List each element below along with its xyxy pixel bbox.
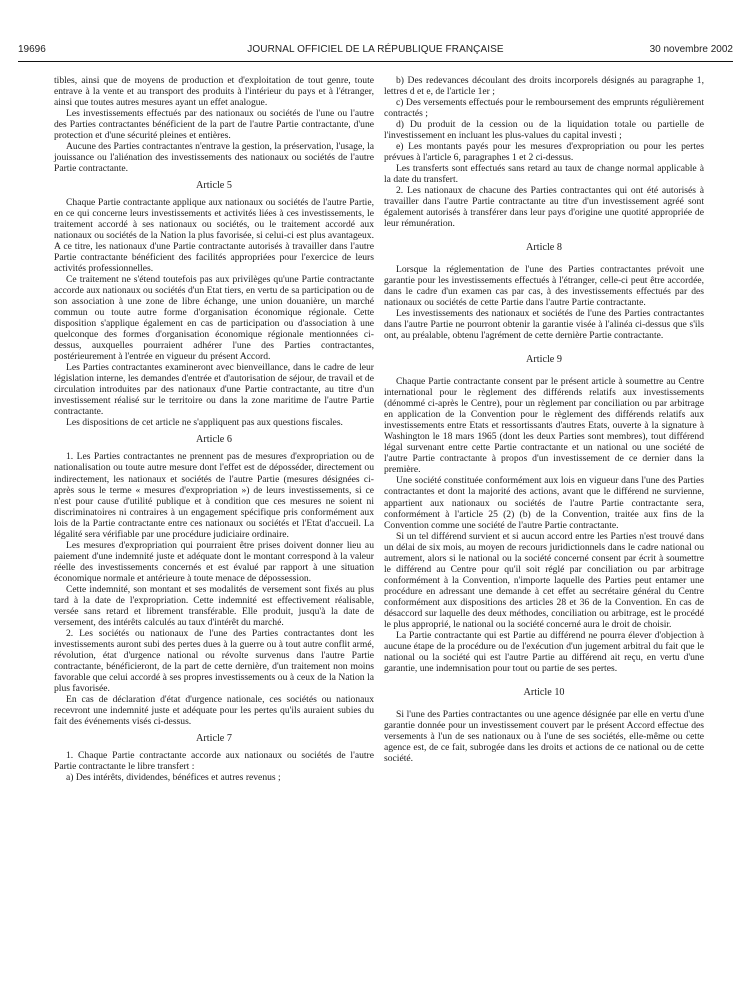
page-number: 19696: [18, 44, 46, 55]
paragraph: Chaque Partie contractante consent par le présent article à soumettre au Centre international pour le règlement des différends relatifs aux investissements (dénommé ci-après le Centre), pour un règlement par conciliation ou par arbitrage en application de la Convention pour le règlement des différends relatifs aux investissements entre Etats et ressortissants d'autres Etats, ouverte à la signature à Washington le 18 mars 1965 (dont les deux Parties sont membres), tout différend légal survenant entre cette Partie contractante et un national ou une société de l'autre Partie contractante à propos d'un investissement de ce dernier dans la première.: [384, 376, 704, 476]
paragraph: a) Des intérêts, dividendes, bénéfices et autres revenus ;: [66, 771, 281, 783]
paragraph: Lorsque la réglementation de l'une des Parties contractantes prévoit une garantie pour les investissements effectués à l'étranger, celle-ci peut être accordée, dans le cadre d'un examen cas par cas, à des investissements effectués par des nationaux ou sociétés de cette Partie dans l'autre Partie contractante.: [384, 264, 704, 309]
paragraph: Les dispositions de cet article ne s'appliquent pas aux questions fiscales.: [66, 417, 343, 429]
article-heading: Article 7: [196, 732, 232, 744]
paragraph: Les mesures d'expropriation qui pourraient être prises doivent donner lieu au paiement d'une indemnité juste et adéquate dont le montant correspond à la valeur réelle des investissements concernés et est évalué par rapport à une situation économique normale et antérieure à toute menace de dépossession.: [54, 539, 374, 584]
paragraph: b) Des redevances découlant des droits incorporels désignés au paragraphe 1, lettres d et e, de l'article 1er ;: [384, 75, 704, 98]
paragraph: En cas de déclaration d'état d'urgence nationale, ces sociétés ou nationaux recevront une indemnité juste et adéquate pour les pertes qu'ils auraient subies du fait des événements visés ci-dessus.: [54, 693, 374, 727]
paragraph: Les investissements des nationaux et sociétés de l'une des Parties contractantes dans l'autre Partie ne pourront obtenir la garantie visée à l'alinéa ci-dessus que s'ils ont, au préalable, obtenu l'agrément de cette dernière Partie contractante.: [384, 308, 704, 342]
paragraph: Ce traitement ne s'étend toutefois pas aux privilèges qu'une Partie contractante accorde aux nationaux ou sociétés d'un Etat tiers, en vertu de sa participation ou de son association à une zone de libre échange, une union douanière, un marché commun ou toute autre forme d'organisation économique régionale. Cette disposition s'applique également en cas de participation ou d'association à une quelconque des formes d'organisation économique régionale mentionnées ci-dessus, auxquelles pourraient adhérer l'une des Parties contractantes, postérieurement à l'entrée en vigueur du présent Accord.: [54, 274, 374, 363]
paragraph: 2. Les nationaux de chacune des Parties contractantes qui ont été autorisés à travailler dans l'autre Partie contractante au titre d'un investissement agréé sont également autorisés à transférer dans leur pays d'origine une quotité appropriée de leur rémunération.: [384, 185, 704, 230]
paragraph: tibles, ainsi que de moyens de production et d'exploitation de tout genre, toute entrave à la vente et au transport des produits à l'intérieur du pays et à l'étranger, ainsi que toutes autres mesures ayant un effet analogue.: [54, 75, 374, 109]
issue-date: 30 novembre 2002: [649, 44, 733, 55]
article-heading: Article 10: [523, 686, 565, 698]
article-heading: Article 9: [526, 354, 562, 366]
left-column: [54, 75, 374, 783]
paragraph: 1. Les Parties contractantes ne prennent pas de mesures d'expropriation ou de nationalisation ou toute autre mesure dont l'effet est de déposséder, directement ou indirectement, les nationaux et sociétés de l'autre Partie (mesures désignées ci-après sous le terme « mesures d'expropriation ») de leurs investissements, si ce n'est pour cause d'utilité publique et à condition que ces mesures ne soient ni discriminatoires ni contraires à un engagement spécifique pris conformément aux lois de la Partie contractante entre ces nationaux ou sociétés et l'Etat d'accueil. La légalité sera vérifiable par une procédure judiciaire ordinaire.: [54, 451, 374, 540]
paragraph: d) Du produit de la cession ou de la liquidation totale ou partielle de l'investissement en incluant les plus-values du capital investi ;: [384, 119, 704, 142]
article-heading: Article 5: [196, 180, 232, 192]
paragraph: Si un tel différend survient et si aucun accord entre les Parties n'est trouvé dans un délai de six mois, au moyen de recours juridictionnels dans le cadre national ou autrement, alors si le national ou la société concerné consent par écrit à soumettre le différend au Centre pour qu'il soit réglé par conciliation ou par arbitrage conformément à la Convention, n'importe laquelle des Parties peut entamer une procédure en adressant une demande à cet effet au secrétaire général du Centre conformément aux dispositions des articles 28 et 36 de la Convention. En cas de désaccord sur laquelle des deux méthodes, conciliation ou arbitrage, est le procédé le plus approprié, le national ou la société concerné aura le droit de choisir.: [384, 530, 704, 630]
paragraph: Cette indemnité, son montant et ses modalités de versement sont fixés au plus tard à la date de l'expropriation. Cette indemnité est effectivement réalisable, versée sans retard et librement transférable. Elle produit, jusqu'à la date de versement, des intérêts calculés au taux d'intérêt du marché.: [54, 583, 374, 628]
right-column: [384, 75, 704, 764]
paragraph: 1. Chaque Partie contractante accorde aux nationaux ou sociétés de l'autre Partie contractante le libre transfert :: [54, 749, 374, 772]
paragraph: Si l'une des Parties contractantes ou une agence désignée par elle en vertu d'une garantie donnée pour un investissement couvert par le présent Accord effectue des versements à l'un de ses nationaux ou à l'une de ses sociétés, elle-même ou cette agence est, de ce fait, subrogée dans les droits et actions de ce national ou de cette société.: [384, 708, 704, 764]
paragraph: Les investissements effectués par des nationaux ou sociétés de l'une ou l'autre des Parties contractantes bénéficient de la part de l'autre Partie contractante, d'une protection et d'une sécurité pleines et entières.: [54, 108, 374, 142]
journal-title: JOURNAL OFFICIEL DE LA RÉPUBLIQUE FRANÇAISE: [247, 44, 504, 55]
article-heading: Article 8: [526, 242, 562, 254]
paragraph: 2. Les sociétés ou nationaux de l'une des Parties contractantes dont les investissements auront subi des pertes dues à la guerre ou à tout autre conflit armé, révolution, état d'urgence national ou révolte survenus dans l'autre Partie contractante, bénéficieront, de la part de cette dernière, d'un traitement non moins favorable que celui accordé à ses propres investissements ou à ceux de la Nation la plus favorisée.: [54, 627, 374, 694]
paragraph: La Partie contractante qui est Partie au différend ne pourra élever d'objection à aucune étape de la procédure ou de l'exécution d'un jugement arbitral du fait que le national ou la société qui est l'autre Partie au différend ait reçu, en vertu d'une garantie, une indemnisation pour tout ou partie de ses pertes.: [384, 629, 704, 674]
paragraph: c) Des versements effectués pour le remboursement des emprunts régulièrement contractés ;: [384, 97, 704, 120]
article-heading: Article 6: [196, 434, 232, 446]
paragraph: Les Parties contractantes examineront avec bienveillance, dans le cadre de leur législation interne, les demandes d'entrée et d'autorisation de séjour, de travail et de circulation introduites par des nationaux d'une Partie contractante, au titre d'un investissement réalisé sur le territoire ou dans la zone maritime de l'autre Partie contractante.: [54, 362, 374, 418]
paragraph: e) Les montants payés pour les mesures d'expropriation ou pour les pertes prévues à l'article 6, paragraphes 1 et 2 ci-dessus.: [384, 141, 704, 164]
paragraph: Chaque Partie contractante applique aux nationaux ou sociétés de l'autre Partie, en ce qui concerne leurs investissements et activités liées à ces investissements, le traitement accordé à ses nationaux ou sociétés, ou le traitement accordé aux nationaux ou sociétés de la Nation la plus favorisée, si celui-ci est plus avantageux. A ce titre, les nationaux d'une Partie contractante autorisés à travailler dans l'autre Partie contractante bénéficient des facilités appropriées pour l'exercice de leurs activités professionnelles.: [54, 197, 374, 275]
paragraph: Une société constituée conformément aux lois en vigueur dans l'une des Parties contractantes et dont la majorité des actions, avant que le différend ne survienne, appartient aux nationaux ou sociétés de l'autre Partie contractante sera, conformément à l'article 25 (2) (b) de la Convention, traitée aux fins de la Convention comme une société de l'autre Partie contractante.: [384, 475, 704, 531]
header-rule: [18, 61, 733, 62]
paragraph: Les transferts sont effectués sans retard au taux de change normal applicable à la date du transfert.: [384, 163, 704, 186]
paragraph: Aucune des Parties contractantes n'entrave la gestion, la préservation, l'usage, la jouissance ou l'aliénation des investissements des nationaux ou sociétés de l'autre Partie contractante.: [54, 141, 374, 175]
page-header: [18, 44, 733, 60]
